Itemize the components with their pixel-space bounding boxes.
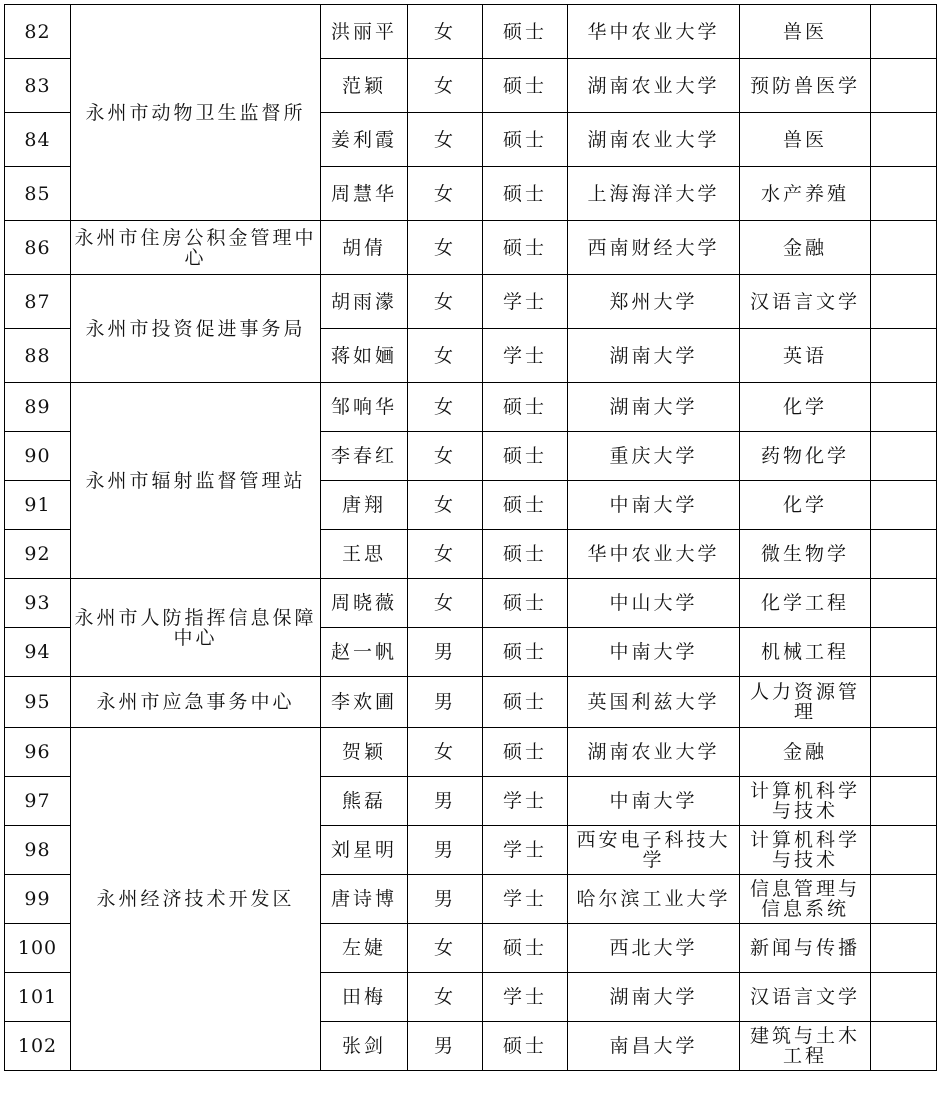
name-cell: 贺颖 <box>321 728 408 777</box>
major-cell: 化学工程 <box>740 579 871 628</box>
row-number: 97 <box>5 777 71 826</box>
school-cell: 上海海洋大学 <box>568 167 740 221</box>
school-cell: 郑州大学 <box>568 275 740 329</box>
row-number: 101 <box>5 973 71 1022</box>
gender-cell: 女 <box>408 275 483 329</box>
name-cell: 洪丽平 <box>321 5 408 59</box>
school-cell: 中南大学 <box>568 481 740 530</box>
school-cell: 哈尔滨工业大学 <box>568 875 740 924</box>
row-number: 100 <box>5 924 71 973</box>
name-cell: 胡倩 <box>321 221 408 275</box>
name-cell: 王思 <box>321 530 408 579</box>
degree-cell: 硕士 <box>483 383 568 432</box>
degree-cell: 硕士 <box>483 221 568 275</box>
unit-cell: 永州市住房公积金管理中心 <box>71 221 321 275</box>
major-cell: 兽医 <box>740 5 871 59</box>
major-cell: 金融 <box>740 728 871 777</box>
row-number: 89 <box>5 383 71 432</box>
empty-cell <box>871 973 937 1022</box>
major-cell: 水产养殖 <box>740 167 871 221</box>
major-cell: 药物化学 <box>740 432 871 481</box>
row-number: 86 <box>5 221 71 275</box>
gender-cell: 男 <box>408 677 483 728</box>
unit-cell: 永州市动物卫生监督所 <box>71 5 321 221</box>
school-cell: 华中农业大学 <box>568 5 740 59</box>
degree-cell: 硕士 <box>483 530 568 579</box>
empty-cell <box>871 383 937 432</box>
empty-cell <box>871 728 937 777</box>
name-cell: 熊磊 <box>321 777 408 826</box>
name-cell: 田梅 <box>321 973 408 1022</box>
school-cell: 湖南农业大学 <box>568 113 740 167</box>
empty-cell <box>871 677 937 728</box>
empty-cell <box>871 5 937 59</box>
major-cell: 兽医 <box>740 113 871 167</box>
school-cell: 西南财经大学 <box>568 221 740 275</box>
degree-cell: 硕士 <box>483 5 568 59</box>
major-cell: 建筑与土木工程 <box>740 1022 871 1071</box>
table-row <box>5 728 937 777</box>
row-number: 98 <box>5 826 71 875</box>
degree-cell: 硕士 <box>483 924 568 973</box>
gender-cell: 男 <box>408 1022 483 1071</box>
degree-cell: 硕士 <box>483 167 568 221</box>
major-cell: 预防兽医学 <box>740 59 871 113</box>
name-cell: 唐翔 <box>321 481 408 530</box>
name-cell: 范颖 <box>321 59 408 113</box>
gender-cell: 男 <box>408 777 483 826</box>
empty-cell <box>871 329 937 383</box>
school-cell: 西安电子科技大学 <box>568 826 740 875</box>
row-number: 82 <box>5 5 71 59</box>
empty-cell <box>871 826 937 875</box>
school-cell: 湖南大学 <box>568 973 740 1022</box>
degree-cell: 硕士 <box>483 432 568 481</box>
empty-cell <box>871 59 937 113</box>
empty-cell <box>871 628 937 677</box>
name-cell: 蒋如婳 <box>321 329 408 383</box>
row-number: 88 <box>5 329 71 383</box>
degree-cell: 学士 <box>483 875 568 924</box>
name-cell: 姜利霞 <box>321 113 408 167</box>
degree-cell: 硕士 <box>483 1022 568 1071</box>
degree-cell: 学士 <box>483 973 568 1022</box>
empty-cell <box>871 924 937 973</box>
major-cell: 金融 <box>740 221 871 275</box>
row-number: 90 <box>5 432 71 481</box>
row-number: 87 <box>5 275 71 329</box>
school-cell: 重庆大学 <box>568 432 740 481</box>
gender-cell: 女 <box>408 59 483 113</box>
degree-cell: 硕士 <box>483 59 568 113</box>
gender-cell: 女 <box>408 5 483 59</box>
major-cell: 计算机科学与技术 <box>740 777 871 826</box>
empty-cell <box>871 167 937 221</box>
table-row <box>5 5 937 59</box>
row-number: 94 <box>5 628 71 677</box>
gender-cell: 女 <box>408 728 483 777</box>
gender-cell: 男 <box>408 875 483 924</box>
gender-cell: 男 <box>408 826 483 875</box>
degree-cell: 硕士 <box>483 677 568 728</box>
major-cell: 人力资源管理 <box>740 677 871 728</box>
name-cell: 周慧华 <box>321 167 408 221</box>
table-row <box>5 275 937 329</box>
name-cell: 李春红 <box>321 432 408 481</box>
row-number: 84 <box>5 113 71 167</box>
school-cell: 中南大学 <box>568 777 740 826</box>
unit-cell: 永州市人防指挥信息保障中心 <box>71 579 321 677</box>
row-number: 93 <box>5 579 71 628</box>
degree-cell: 学士 <box>483 329 568 383</box>
name-cell: 李欢圃 <box>321 677 408 728</box>
major-cell: 汉语言文学 <box>740 973 871 1022</box>
table-row <box>5 677 937 728</box>
degree-cell: 学士 <box>483 275 568 329</box>
school-cell: 中南大学 <box>568 628 740 677</box>
school-cell: 湖南大学 <box>568 383 740 432</box>
empty-cell <box>871 875 937 924</box>
gender-cell: 女 <box>408 973 483 1022</box>
row-number: 85 <box>5 167 71 221</box>
name-cell: 胡雨濛 <box>321 275 408 329</box>
school-cell: 湖南大学 <box>568 329 740 383</box>
degree-cell: 硕士 <box>483 113 568 167</box>
empty-cell <box>871 275 937 329</box>
name-cell: 唐诗博 <box>321 875 408 924</box>
gender-cell: 女 <box>408 924 483 973</box>
unit-cell: 永州经济技术开发区 <box>71 728 321 1071</box>
degree-cell: 硕士 <box>483 481 568 530</box>
table-row <box>5 579 937 628</box>
major-cell: 计算机科学与技术 <box>740 826 871 875</box>
empty-cell <box>871 530 937 579</box>
unit-cell: 永州市辐射监督管理站 <box>71 383 321 579</box>
empty-cell <box>871 432 937 481</box>
gender-cell: 女 <box>408 113 483 167</box>
gender-cell: 女 <box>408 481 483 530</box>
major-cell: 化学 <box>740 481 871 530</box>
name-cell: 赵一帆 <box>321 628 408 677</box>
row-number: 83 <box>5 59 71 113</box>
empty-cell <box>871 113 937 167</box>
degree-cell: 硕士 <box>483 628 568 677</box>
table-row <box>5 383 937 432</box>
name-cell: 邹响华 <box>321 383 408 432</box>
gender-cell: 女 <box>408 579 483 628</box>
major-cell: 机械工程 <box>740 628 871 677</box>
row-number: 91 <box>5 481 71 530</box>
row-number: 96 <box>5 728 71 777</box>
major-cell: 化学 <box>740 383 871 432</box>
major-cell: 英语 <box>740 329 871 383</box>
gender-cell: 女 <box>408 167 483 221</box>
unit-cell: 永州市投资促进事务局 <box>71 275 321 383</box>
unit-cell: 永州市应急事务中心 <box>71 677 321 728</box>
name-cell: 周晓薇 <box>321 579 408 628</box>
gender-cell: 女 <box>408 221 483 275</box>
row-number: 102 <box>5 1022 71 1071</box>
school-cell: 南昌大学 <box>568 1022 740 1071</box>
row-number: 99 <box>5 875 71 924</box>
school-cell: 湖南农业大学 <box>568 59 740 113</box>
empty-cell <box>871 481 937 530</box>
row-number: 95 <box>5 677 71 728</box>
gender-cell: 男 <box>408 628 483 677</box>
empty-cell <box>871 777 937 826</box>
row-number: 92 <box>5 530 71 579</box>
gender-cell: 女 <box>408 530 483 579</box>
gender-cell: 女 <box>408 432 483 481</box>
major-cell: 微生物学 <box>740 530 871 579</box>
school-cell: 湖南农业大学 <box>568 728 740 777</box>
school-cell: 英国利兹大学 <box>568 677 740 728</box>
degree-cell: 硕士 <box>483 728 568 777</box>
gender-cell: 女 <box>408 383 483 432</box>
table-row <box>5 221 937 275</box>
degree-cell: 学士 <box>483 777 568 826</box>
major-cell: 汉语言文学 <box>740 275 871 329</box>
name-cell: 左婕 <box>321 924 408 973</box>
name-cell: 刘星明 <box>321 826 408 875</box>
empty-cell <box>871 221 937 275</box>
empty-cell <box>871 579 937 628</box>
school-cell: 中山大学 <box>568 579 740 628</box>
gender-cell: 女 <box>408 329 483 383</box>
major-cell: 信息管理与信息系统 <box>740 875 871 924</box>
personnel-table <box>4 4 937 1071</box>
school-cell: 西北大学 <box>568 924 740 973</box>
degree-cell: 学士 <box>483 826 568 875</box>
name-cell: 张剑 <box>321 1022 408 1071</box>
school-cell: 华中农业大学 <box>568 530 740 579</box>
empty-cell <box>871 1022 937 1071</box>
degree-cell: 硕士 <box>483 579 568 628</box>
major-cell: 新闻与传播 <box>740 924 871 973</box>
